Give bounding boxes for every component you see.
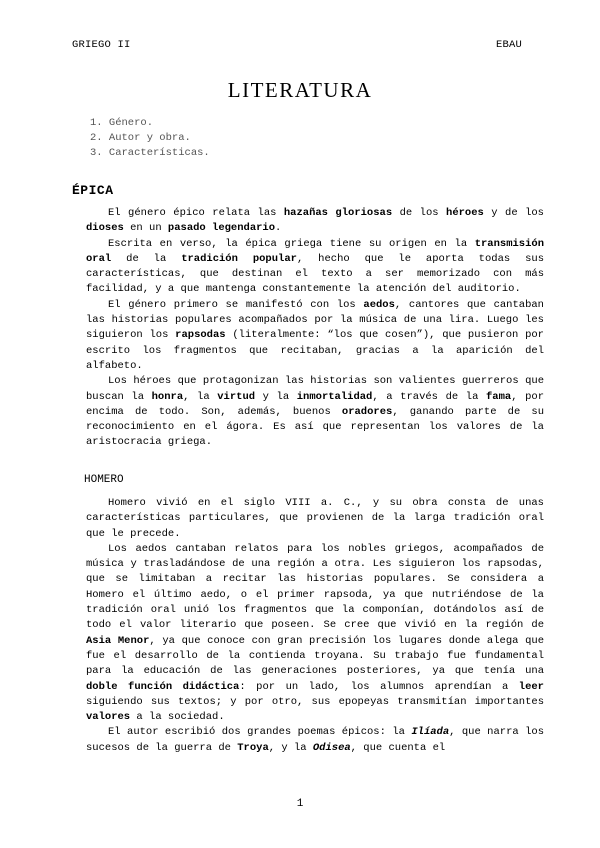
- homero-body: [86, 496, 544, 756]
- paragraph: El género épico relata las hazañas gloriosas de los héroes y de los dioses en un pasado legendario.: [86, 207, 544, 235]
- paragraph: Homero vivió en el siglo VIII a. C., y su obra consta de unas características particulares, que provienen de la larga tradición oral que le precede.: [86, 497, 544, 540]
- section-heading-epica: ÉPICA: [72, 183, 114, 198]
- paragraph: Los aedos cantaban relatos para los nobles griegos, acompañados de música y trasladándose de una región a otra. Les siguieron los rapsodas, que se limitaban a recitar las historias populares. Se considera a Homero el último aedo, o el primer rapsoda, ya que nutriéndose de la tradición oral unió los fragmentos que la componían, dotándolos así de todo el valor literario que poseen. Se cree que vivió en la región de Asia Menor, ya que conoce con gran precisión los lugares donde alega que fue el desarrollo de la contienda troyana. Su trabajo fue fundamental para la educación de las generaciones posteriores, ya que tenía una doble función didáctica: por un lado, los alumnos aprendían a leer siguiendo sus textos; y por otro, sus epopeyas transmitían importantes valores a la sociedad.: [86, 542, 544, 724]
- section-heading-homero: HOMERO: [84, 474, 124, 486]
- paragraph: Escrita en verso, la épica griega tiene su origen en la transmisión oral de la tradición popular, hecho que le aporta todas sus características, que destinan el texto a ser memorizado con más facilidad, y a que mantenga constantemente la atención del auditorio.: [86, 237, 544, 296]
- paragraph: El género primero se manifestó con los aedos, cantores que cantaban las historias populares acompañados por la música de una lira. Luego les siguieron los rapsodas (literalmente: “los que cosen”), que pusieron por escrito los fragmentos que recitaban, gracias a la aparición del alfabeto.: [86, 298, 544, 372]
- paragraph: Los héroes que protagonizan las historias son valientes guerreros que buscan la honra, la virtud y la inmortalidad, a través de la fama, por encima de todo. Son, además, buenos oradores, ganando parte de su reconocimiento en el ágora. Es así que representan los valores de la aristocracia griega.: [86, 375, 545, 449]
- page-title: LITERATURA: [227, 78, 373, 102]
- header-subject: GRIEGO II: [72, 39, 131, 51]
- epica-body: [86, 206, 544, 451]
- toc-item: 1. Género.: [90, 117, 154, 129]
- toc-item: 2. Autor y obra.: [90, 132, 191, 144]
- header-exam: EBAU: [496, 39, 523, 51]
- paragraph: El autor escribió dos grandes poemas épicos: la Ilíada, que narra los sucesos de la guerra de Troya, y la Odisea, que cuenta el: [86, 726, 545, 754]
- table-of-contents: [90, 116, 210, 161]
- toc-item: 3. Características.: [90, 147, 210, 159]
- page-number: 1: [296, 798, 304, 810]
